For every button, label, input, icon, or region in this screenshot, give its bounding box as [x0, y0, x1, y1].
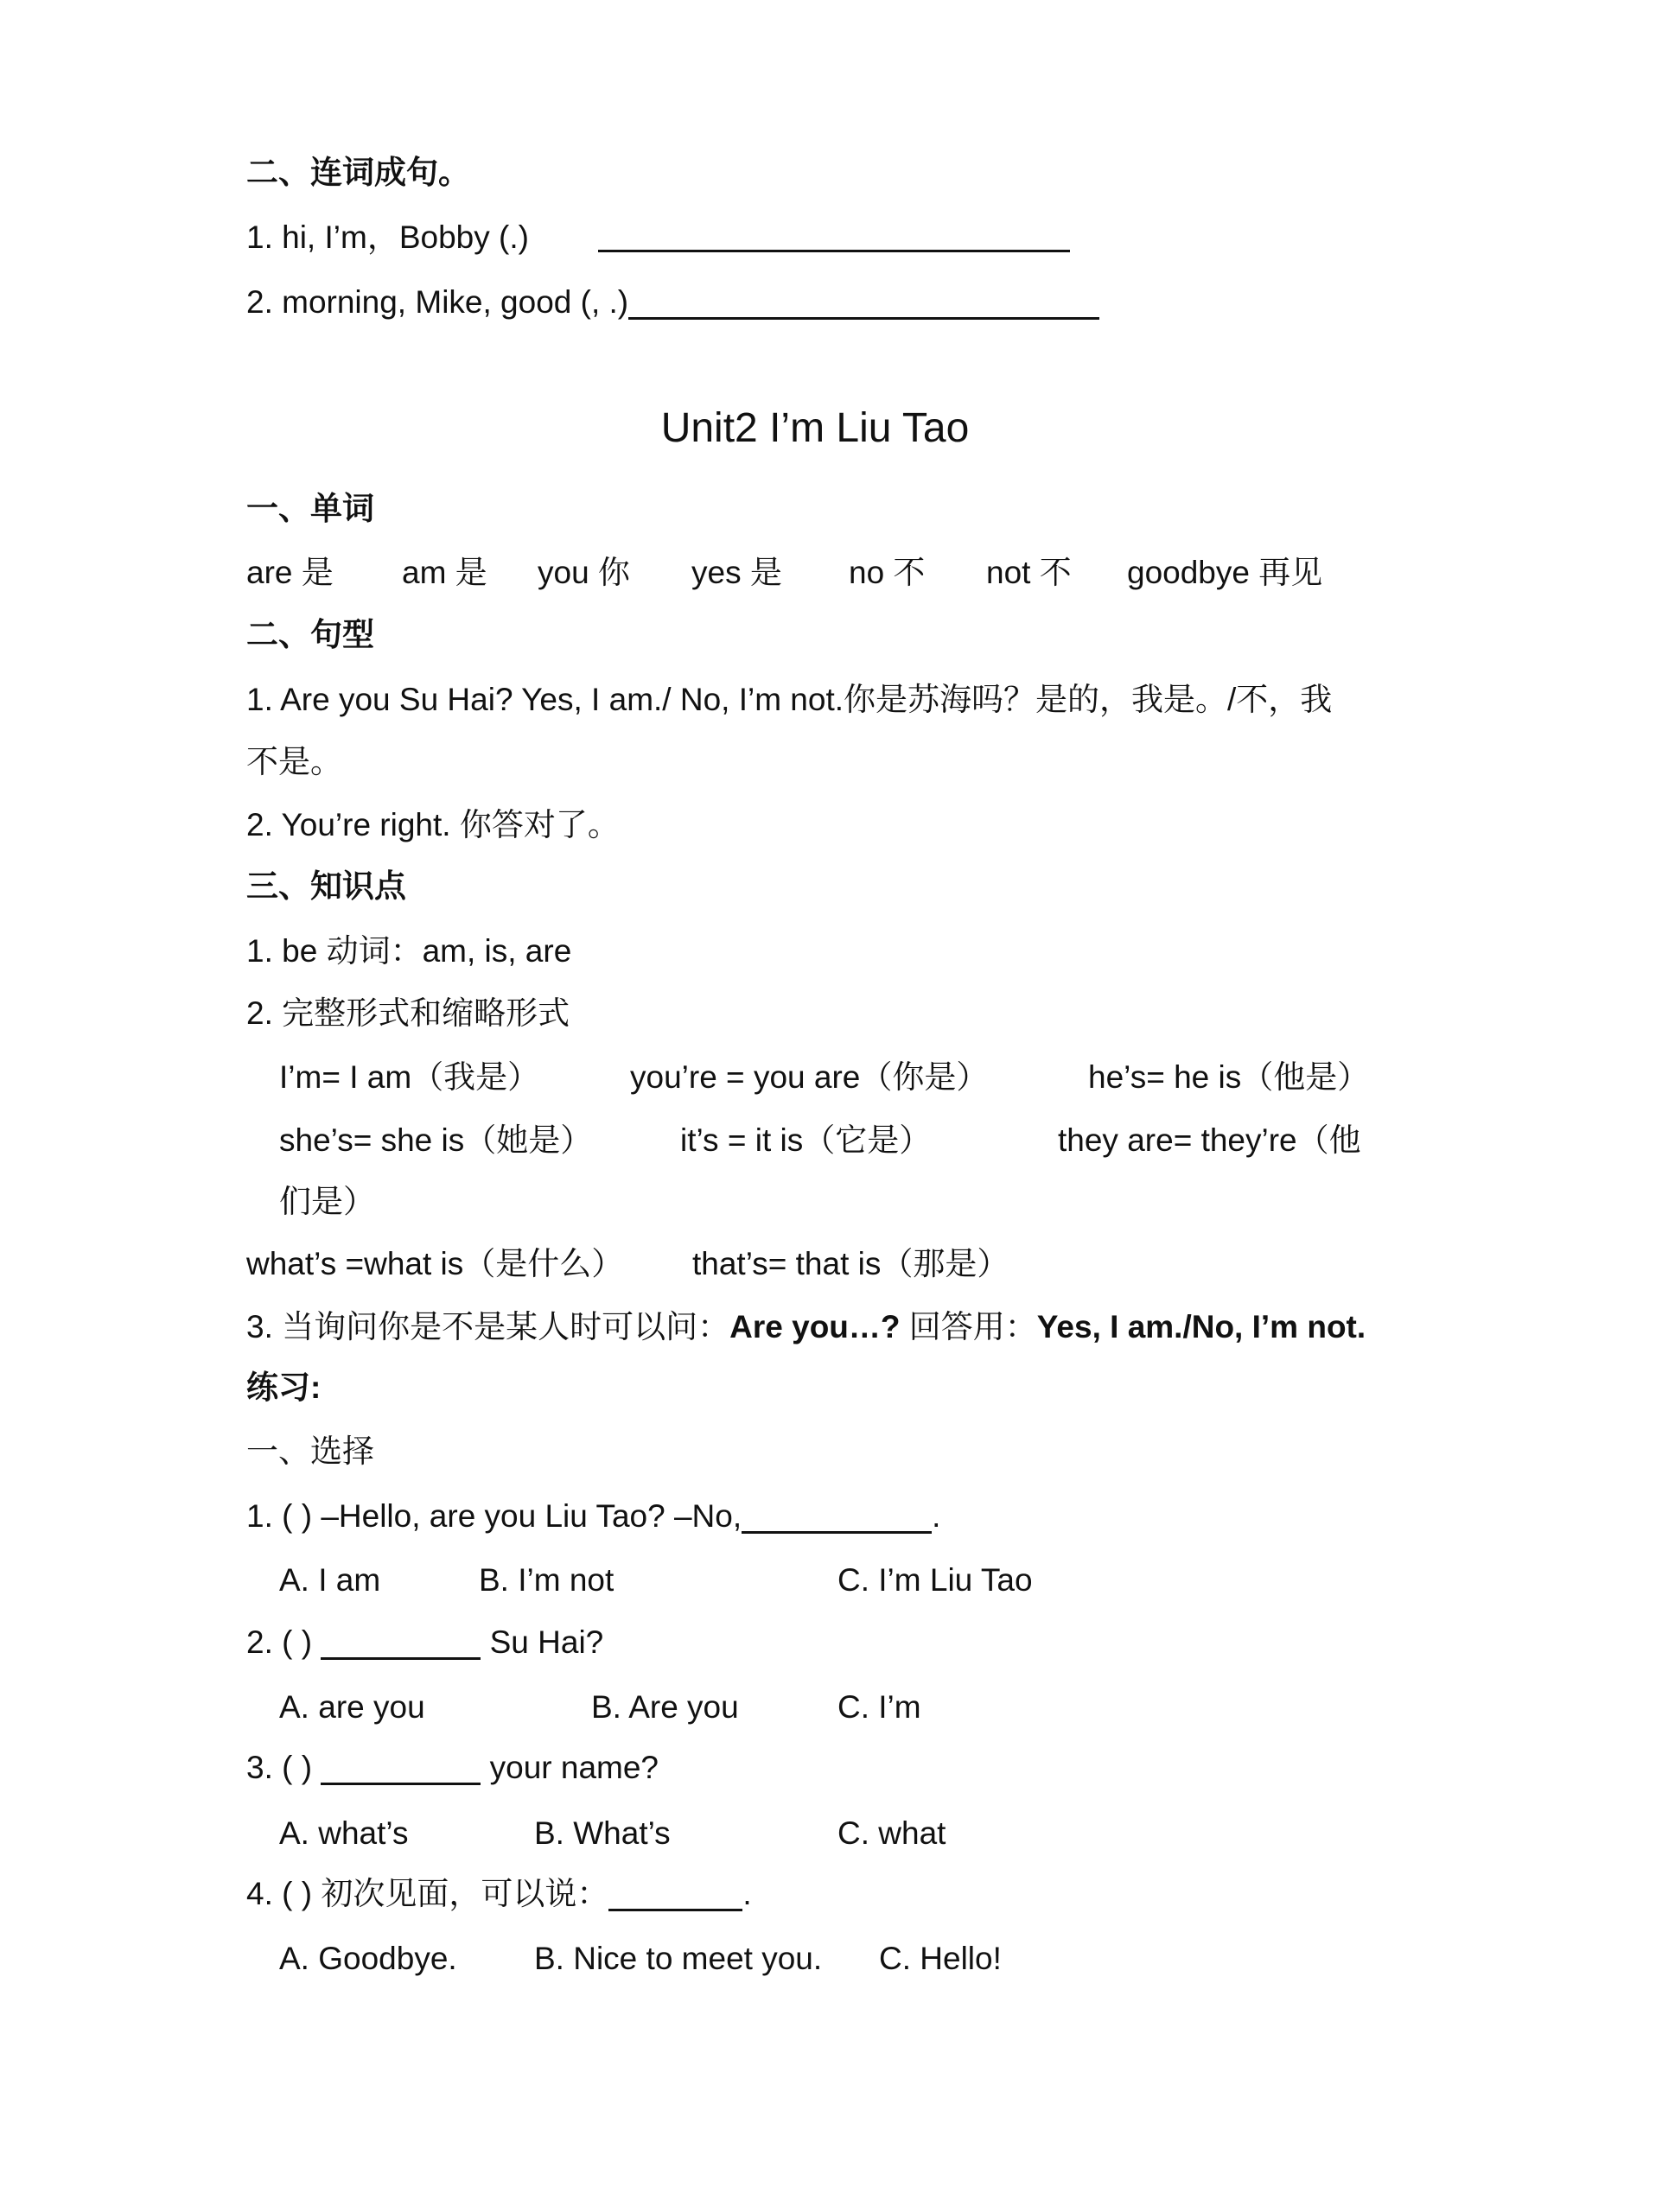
form-item: he’s= he is（他是）	[1088, 1059, 1370, 1095]
vocab-word: are 是	[246, 555, 334, 590]
connect-item-text: 2. morning, Mike, good (, .)	[246, 284, 629, 320]
answer-blank[interactable]	[598, 215, 1070, 252]
question-text: 3. ( )	[246, 1750, 322, 1785]
answer-blank[interactable]	[742, 1497, 932, 1534]
pattern-1-cont: 不是。	[246, 744, 342, 779]
forms-row	[246, 1118, 1543, 1163]
answer-blank[interactable]	[321, 1623, 481, 1660]
forms-row-cont: 们是）	[279, 1184, 375, 1219]
question-text: 2. ( )	[246, 1624, 322, 1660]
connect-item-1	[246, 215, 529, 260]
options-row	[246, 1811, 1543, 1856]
vocab-word: you 你	[538, 555, 630, 590]
section-heading-connect: 二、连词成句。	[246, 155, 470, 190]
option-b[interactable]: B. Nice to meet you.	[534, 1941, 823, 1976]
point3-text: 3. 当询问你是不是某人时可以问：	[246, 1309, 730, 1344]
question-suffix: .	[932, 1498, 941, 1534]
forms-row	[246, 1055, 1543, 1100]
pattern-1: 1. Are you Su Hai? Yes, I am./ No, I’m not.你是苏海吗？是的，我是。/不，我	[246, 682, 1333, 717]
point3-text: 回答用：	[900, 1309, 1037, 1344]
question-3	[246, 1745, 659, 1790]
vocab-word: not 不	[986, 555, 1072, 590]
form-item: she’s= she is（她是）	[279, 1122, 593, 1158]
form-item: they are= they’re（他	[1058, 1122, 1361, 1158]
answer-blank[interactable]	[608, 1874, 742, 1911]
connect-item-text: 1. hi, I’m，Bobby (.)	[246, 219, 529, 255]
options-row	[246, 1558, 1543, 1603]
form-item: you’re = you are（你是）	[630, 1059, 989, 1095]
option-a[interactable]: A. are you	[279, 1689, 425, 1725]
point3-answer: Yes, I am./No, I’m not.	[1036, 1309, 1366, 1344]
option-c[interactable]: C. I’m Liu Tao	[837, 1562, 1033, 1598]
question-text: 4. ( ) 初次见面，可以说：	[246, 1876, 609, 1911]
form-item: I’m= I am（我是）	[279, 1059, 540, 1095]
practice-heading: 练习:	[246, 1370, 322, 1405]
option-b[interactable]: B. What’s	[534, 1815, 671, 1851]
question-suffix: Su Hai?	[481, 1624, 604, 1660]
connect-item-2	[246, 280, 1099, 325]
knowledge-point-1: 1. be 动词：am, is, are	[246, 933, 572, 969]
option-a[interactable]: A. I am	[279, 1562, 381, 1598]
section-heading-vocab: 一、单词	[246, 491, 374, 526]
answer-blank[interactable]	[321, 1748, 481, 1785]
vocab-word: no 不	[849, 555, 926, 590]
form-item: that’s= that is（那是）	[692, 1246, 1009, 1281]
form-item: it’s = it is（它是）	[680, 1122, 932, 1158]
question-2	[246, 1620, 603, 1665]
vocab-word: yes 是	[691, 555, 782, 590]
question-1	[246, 1494, 940, 1539]
option-a[interactable]: A. Goodbye.	[279, 1941, 457, 1976]
option-c[interactable]: C. Hello!	[879, 1941, 1002, 1976]
question-suffix: .	[742, 1876, 752, 1911]
pattern-2: 2. You’re right. 你答对了。	[246, 807, 620, 842]
form-item: what’s =what is（是什么）	[246, 1246, 624, 1281]
question-text: 1. ( ) –Hello, are you Liu Tao? –No,	[246, 1498, 742, 1534]
page-title: Unit2 I’m Liu Tao	[660, 405, 970, 451]
practice-subheading: 一、选择	[246, 1433, 374, 1469]
knowledge-point-3	[246, 1305, 1366, 1350]
option-c[interactable]: C. I’m	[837, 1689, 921, 1725]
point3-question: Are you…?	[729, 1309, 901, 1344]
question-suffix: your name?	[481, 1750, 659, 1785]
forms-row	[246, 1242, 1543, 1287]
section-heading-patterns: 二、句型	[246, 617, 374, 652]
knowledge-point-2: 2. 完整形式和缩略形式	[246, 995, 570, 1031]
vocab-row	[246, 550, 1543, 595]
options-row	[246, 1685, 1543, 1730]
section-heading-knowledge: 三、知识点	[246, 868, 406, 904]
option-b[interactable]: B. I’m not	[479, 1562, 614, 1598]
option-c[interactable]: C. what	[837, 1815, 946, 1851]
vocab-word: am 是	[402, 555, 487, 590]
question-4	[246, 1872, 752, 1916]
option-b[interactable]: B. Are you	[591, 1689, 739, 1725]
option-a[interactable]: A. what’s	[279, 1815, 409, 1851]
answer-blank[interactable]	[628, 283, 1099, 320]
vocab-word: goodbye 再见	[1127, 555, 1323, 590]
options-row	[246, 1936, 1543, 1981]
